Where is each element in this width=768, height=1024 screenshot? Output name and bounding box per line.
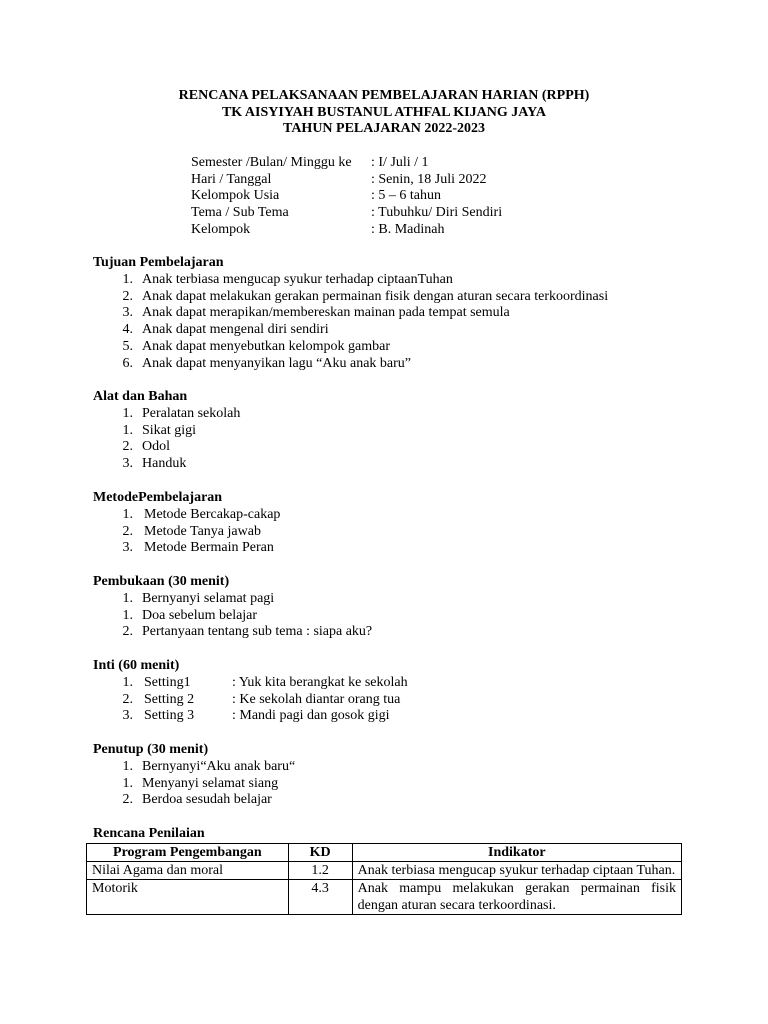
- header-year: TAHUN PELAJARAN 2022-2023: [283, 121, 485, 136]
- cell-indikator: Anak terbiasa mengucap syukur terhadap ciptaan Tuhan.: [352, 862, 681, 880]
- list-item: [93, 775, 279, 793]
- list-item: [93, 674, 408, 692]
- item-description: : Mandi pagi dan gosok gigi: [232, 708, 390, 724]
- list-item: [93, 422, 197, 440]
- info-label: Tema / Sub Tema: [191, 205, 289, 221]
- list-item: [93, 322, 329, 339]
- item-text: Setting 2: [144, 691, 195, 707]
- list-item: [93, 708, 390, 725]
- item-text: Doa sebelum belajar: [142, 607, 258, 623]
- table-row: [87, 862, 682, 880]
- item-number: 1.: [122, 674, 133, 690]
- list-item: [93, 607, 258, 625]
- cell-program: Motorik: [87, 880, 289, 915]
- item-number: 1.: [122, 758, 133, 774]
- item-number: 1.: [122, 607, 133, 623]
- item-number: 1.: [122, 405, 133, 421]
- item-text: Metode Bermain Peran: [144, 540, 274, 556]
- item-number: 2.: [122, 691, 133, 707]
- item-number: 3.: [122, 305, 133, 321]
- list-item: [93, 540, 274, 557]
- item-number: 1.: [122, 271, 133, 287]
- section-title: Alat dan Bahan: [93, 389, 188, 404]
- item-text: Anak dapat menyebutkan kelompok gambar: [142, 338, 391, 354]
- section-alat: [93, 389, 241, 473]
- item-text: Metode Bercakap-cakap: [144, 506, 281, 522]
- item-text: Metode Tanya jawab: [144, 523, 261, 539]
- item-text: Pertanyaan tentang sub tema : siapa aku?: [142, 624, 373, 640]
- column-header-program: Program Pengembangan: [87, 844, 289, 862]
- list-item: [93, 758, 296, 776]
- table-row: [87, 880, 682, 915]
- item-description: : Ke sekolah diantar orang tua: [232, 691, 401, 707]
- item-description: : Yuk kita berangkat ke sekolah: [232, 674, 408, 690]
- section-title: Tujuan Pembelajaran: [93, 255, 224, 270]
- item-number: 2.: [122, 523, 133, 539]
- section-title: Penutup (30 menit): [93, 742, 209, 757]
- item-text: Anak terbiasa mengucap syukur terhadap ciptaanTuhan: [142, 271, 453, 287]
- section-title: Inti (60 menit): [93, 658, 180, 673]
- list-item: [93, 439, 187, 456]
- item-number: 2.: [122, 439, 133, 455]
- info-row: [191, 155, 502, 172]
- section-inti: [93, 658, 408, 725]
- item-text: Peralatan sekolah: [142, 405, 241, 421]
- item-number: 5.: [122, 338, 133, 354]
- info-block: [191, 155, 502, 238]
- section-metode: [93, 490, 281, 557]
- info-row: [191, 205, 502, 222]
- item-number: 6.: [122, 355, 133, 371]
- info-value: : Tubuhku/ Diri Sendiri: [371, 205, 503, 221]
- header-title: RENCANA PELAKSANAAN PEMBELAJARAN HARIAN (RPPH): [178, 88, 590, 103]
- item-text: Bernyanyi selamat pagi: [142, 590, 275, 606]
- list-item: [93, 506, 281, 524]
- header-school: TK AISYIYAH BUSTANUL ATHFAL KIJANG JAYA: [221, 104, 547, 120]
- item-text: Setting 3: [144, 708, 195, 724]
- item-text: Anak dapat merapikan/membereskan mainan pada tempat semula: [142, 305, 510, 321]
- item-number: 4.: [122, 322, 133, 338]
- info-label: Hari / Tanggal: [191, 171, 272, 187]
- column-header-indikator: Indikator: [352, 844, 681, 862]
- list-item: [93, 792, 272, 809]
- item-text: Anak dapat mengenal diri sendiri: [142, 322, 329, 338]
- list-item: [93, 523, 261, 541]
- info-label: Semester /Bulan/ Minggu ke: [191, 155, 352, 170]
- section-title: Rencana Penilaian: [93, 826, 205, 841]
- list-item: [93, 405, 241, 423]
- section-title: Pembukaan (30 menit): [93, 574, 230, 589]
- section-tujuan: [93, 255, 609, 372]
- item-number: 2.: [122, 624, 133, 640]
- item-number: 1.: [122, 775, 133, 791]
- item-text: Anak dapat menyanyikan lagu “Aku anak baru”: [142, 355, 412, 371]
- document-header: [0, 88, 768, 138]
- item-text: Bernyanyi“Aku anak baru“: [142, 758, 296, 774]
- item-number: 3.: [122, 540, 133, 556]
- list-item: [93, 624, 373, 641]
- list-item: [93, 691, 401, 709]
- item-text: Sikat gigi: [142, 422, 197, 438]
- cell-program: Nilai Agama dan moral: [87, 862, 289, 880]
- list-item: [93, 288, 609, 306]
- item-text: Setting1: [144, 674, 191, 690]
- list-item: [93, 355, 412, 373]
- info-value: : B. Madinah: [371, 221, 445, 237]
- cell-kd: 1.2: [288, 862, 352, 880]
- info-label: Kelompok Usia: [191, 188, 280, 204]
- list-item: [93, 590, 275, 608]
- item-text: Handuk: [142, 456, 187, 472]
- list-item: [93, 338, 391, 356]
- info-row: [191, 172, 502, 189]
- item-number: 1.: [122, 590, 133, 606]
- section-penilaian: [93, 826, 205, 843]
- item-text: Anak dapat melakukan gerakan permainan fisik dengan aturan secara terkoordinasi: [142, 288, 609, 304]
- item-text: Berdoa sesudah belajar: [142, 792, 272, 808]
- info-row: [191, 222, 502, 239]
- item-number: 2.: [122, 288, 133, 304]
- item-text: Odol: [142, 439, 170, 455]
- info-value: : Senin, 18 Juli 2022: [371, 171, 487, 187]
- list-item: [93, 456, 187, 473]
- section-title: MetodePembelajaran: [93, 490, 223, 505]
- section-penutup: [93, 742, 296, 809]
- item-number: 1.: [122, 422, 133, 438]
- item-number: 1.: [122, 506, 133, 522]
- item-number: 3.: [122, 456, 133, 472]
- list-item: [93, 305, 510, 322]
- item-number: 2.: [122, 792, 133, 808]
- section-pembukaan: [93, 574, 373, 641]
- column-header-kd: KD: [288, 844, 352, 862]
- table-header-row: [87, 844, 682, 862]
- item-number: 3.: [122, 708, 133, 724]
- assessment-table: [86, 843, 682, 915]
- info-value: : 5 – 6 tahun: [371, 188, 441, 204]
- list-item: [93, 271, 453, 289]
- item-text: Menyanyi selamat siang: [142, 775, 279, 791]
- cell-kd: 4.3: [288, 880, 352, 915]
- cell-indikator: Anak mampu melakukan gerakan permainan fisik dengan aturan secara terkoordinasi.: [352, 880, 681, 915]
- info-value: : I/ Juli / 1: [371, 155, 429, 170]
- info-row: [191, 188, 502, 205]
- info-label: Kelompok: [191, 221, 251, 237]
